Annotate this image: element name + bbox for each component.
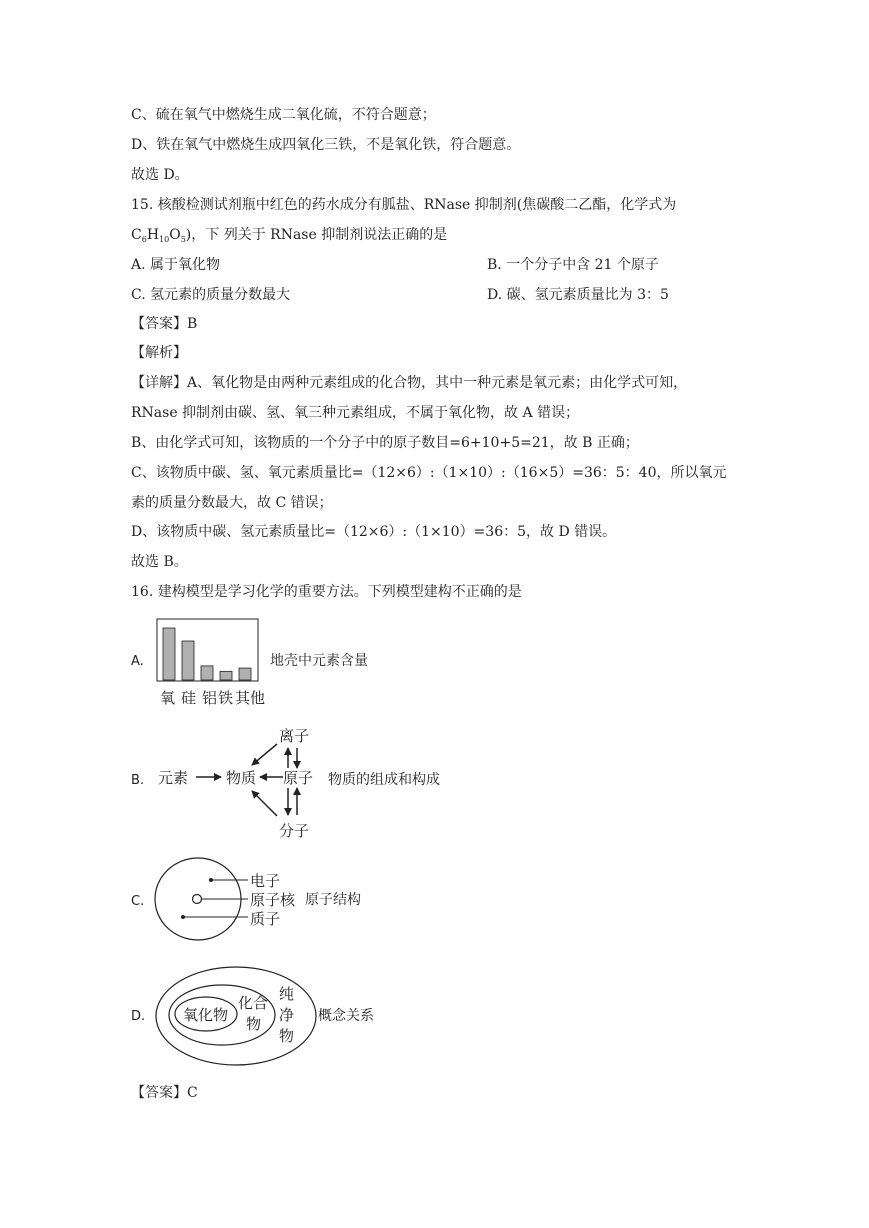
detail-line-5: 素的质量分数最大，故 C 错误； [131,495,333,511]
category-label-5: 其他 [235,689,266,707]
figure-d [131,967,374,1065]
label-pure-3: 物 [279,1027,295,1045]
label-pure-2: 净 [279,1006,295,1024]
figure-a-caption: 地壳中元素含量 [270,653,368,669]
question-16-stem: 16. 建构模型是学习化学的重要方法。下列模型建构不正确的是 [131,584,522,600]
proton-dot [181,915,185,919]
node-molecule: 分子 [279,822,310,840]
detail-line-6: D、该物质中碳、氢元素质量比=（12×6）:（1×10）=36：5，故 D 错误。 [131,524,617,540]
answer-15: 【答案】B [131,316,198,332]
category-label-3: 铝 [202,689,218,707]
arrow-molecule-matter [252,791,277,816]
category-label-4: 铁 [218,689,234,707]
node-atom: 原子 [283,769,314,787]
figure-a [131,619,368,707]
bar-3 [201,666,213,680]
option-c: C. 氢元素的质量分数最大 [131,287,291,303]
label-nucleus: 原子核 [250,891,296,909]
label-oxide: 氧化物 [183,1006,229,1024]
formula: $C_6H_{10}O_5$ [131,227,186,244]
option-a: A. 属于氧化物 [131,257,221,273]
category-label-2: 硅 [181,689,197,707]
bar-4 [220,671,232,680]
detail-line-1: 【详解】A、氧化物是由两种元素组成的化合物，其中一种元素是氧元素；由化学式可知， [131,375,688,391]
figure-b-letter: B. [131,773,145,788]
analysis-heading-15: 【解析】 [131,345,187,361]
label-proton: 质子 [250,910,281,928]
option-d: D. 碳、氢元素质量比为 3：5 [487,287,669,303]
conclusion-15: 故选 B。 [131,554,188,570]
detail-line-2: RNase 抑制剂由碳、氢、氧三种元素组成，不属于氧化物，故 A 错误； [131,405,580,421]
option-d-explanation: D、铁在氧气中燃烧生成四氧化三铁，不是氧化铁，符合题意。 [131,137,521,153]
figure-a-letter: A. [131,654,144,669]
question-15-stem: 15. 核酸检测试剂瓶中红色的药水成分有胍盐、RNase 抑制剂(焦碳酸二乙酯，化学式为 [131,197,677,213]
option-b: B. 一个分子中含 21 个原子 [487,257,659,273]
category-labels [160,689,265,707]
arrow-ion-matter [252,744,277,765]
node-element: 元素 [158,769,189,787]
bar-2 [182,641,194,680]
nucleus-circle [193,895,202,904]
electron-dot [209,878,213,882]
figure-c [131,858,361,940]
detail-line-3: B、由化学式可知，该物质的一个分子中的原子数目=6+10+5=21，故 B 正确； [131,435,639,451]
node-ion: 离子 [279,727,310,745]
answer-16: 【答案】C [131,1085,198,1101]
label-electron: 电子 [250,872,281,890]
figure-c-letter: C. [131,894,145,909]
label-compound-2: 物 [246,1015,262,1033]
figure-b [131,727,440,840]
figure-b-caption: 物质的组成和构成 [328,772,440,788]
bar-group [163,628,251,680]
conclusion-14: 故选 D。 [131,167,189,183]
detail-line-4: C、该物质中碳、氢、氧元素质量比=（12×6）:（1×10）:（16×5）=36：5：40，所以氧元 [131,465,727,481]
category-label-1: 氧 [160,689,176,707]
figure-c-caption: 原子结构 [305,892,361,908]
figure-d-caption: 概念关系 [318,1008,374,1024]
figure-d-letter: D. [131,1009,146,1024]
node-matter: 物质 [226,769,257,787]
label-compound-1: 化合 [238,994,269,1012]
bar-1 [163,628,175,680]
question-15-stem-cont: $C_6H_{10}O_5$)，下 列关于 RNase 抑制剂说法正确的是 [131,227,448,244]
bar-5 [239,668,251,680]
option-c-explanation: C、硫在氧气中燃烧生成二氧化硫，不符合题意； [131,107,436,123]
label-pure-1: 纯 [279,985,295,1003]
